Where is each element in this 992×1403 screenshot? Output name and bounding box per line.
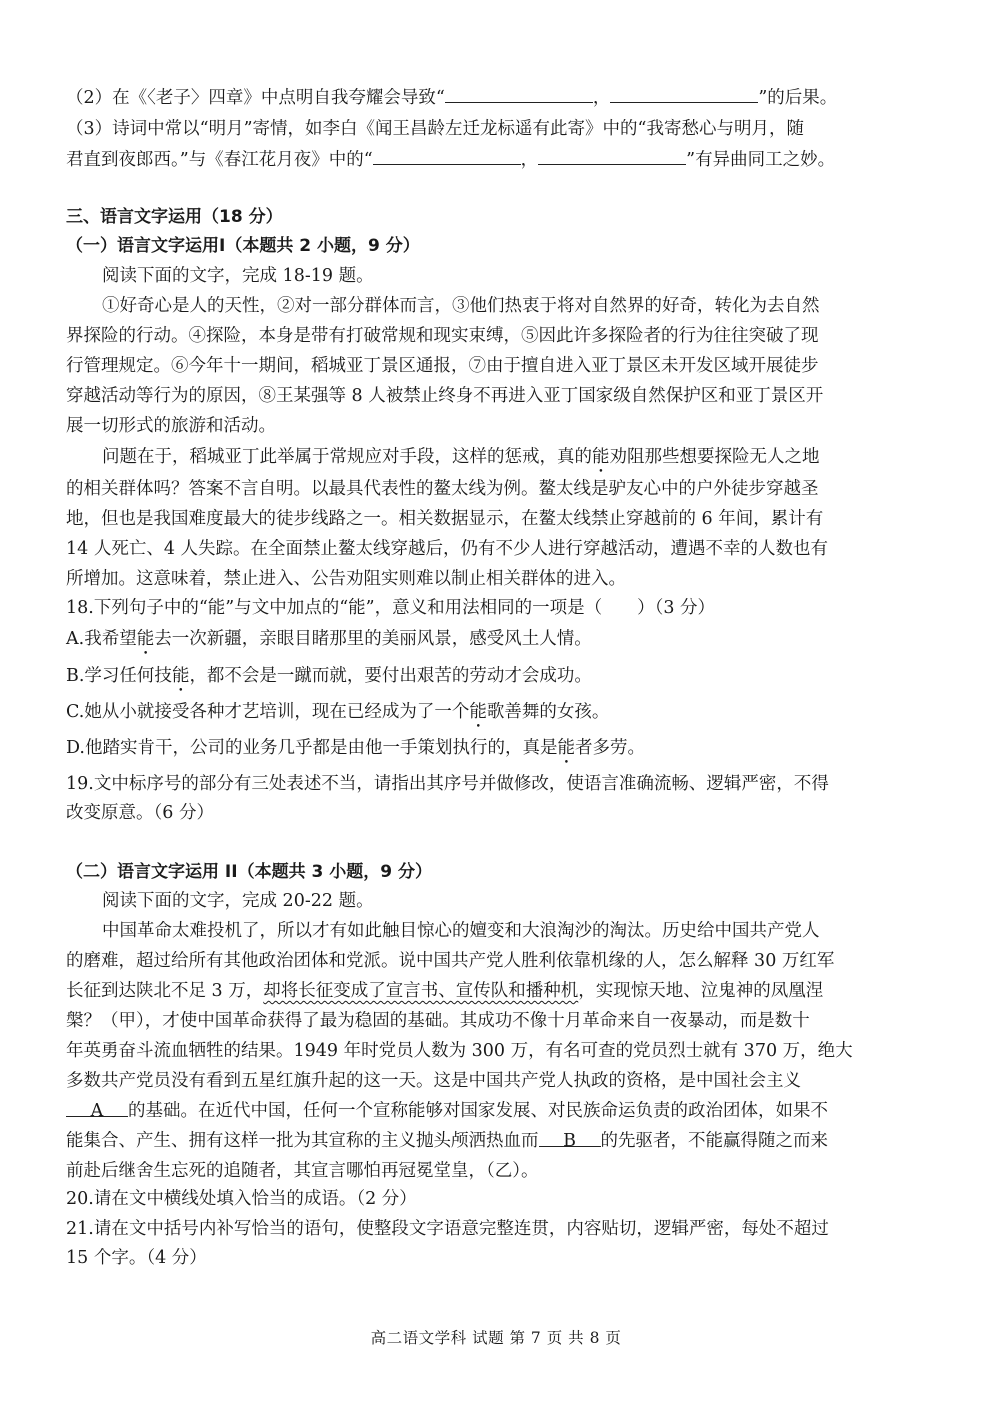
answer-blank[interactable] (538, 146, 686, 165)
passage-3-line: 槃？（甲），才使中国革命获得了最为稳固的基础。其成功不像十月革命来自一夜暴动，而是数十 (66, 1011, 810, 1031)
passage-text: 的先驱者，不能赢得随之而来 (600, 1131, 828, 1151)
passage-2-line: 地，但也是我国难度最大的徒步线路之一。相关数据显示，在鳌太线禁止穿越前的 6 年间，累计有 (66, 509, 824, 529)
part-1-title: （一）语言文字运用Ⅰ（本题共 2 小题，9 分） (66, 236, 420, 256)
q3-separator: ， (520, 150, 539, 170)
passage-3-line: 年英勇奋斗流血牺牲的结果。1949 年时党员人数为 300 万，有名可查的党员烈士就有 370 万，绝大 (66, 1041, 853, 1061)
option-text: ，都不会是一蹴而就，要付出艰苦的劳动才会成功。 (189, 666, 592, 686)
q18-option-b[interactable] (66, 663, 592, 691)
passage-text: 能集合、产生、拥有这样一批为其宣称的主义抛头颅洒热血而 (66, 1131, 539, 1151)
passage-3-line: 多数共产党员没有看到五星红旗升起的这一天。这是中国共产党人执政的资格，是中国社会主义 (66, 1071, 801, 1091)
answer-blank[interactable] (445, 84, 593, 103)
option-text: 歌善舞的女孩。 (486, 702, 610, 722)
part-2-intro: 阅读下面的文字，完成 20-22 题。 (102, 891, 374, 911)
passage-1-line: 展一切形式的旅游和活动。 (66, 416, 276, 436)
option-text: 去一次新疆，亲眼目睹那里的美丽风景，感受风土人情。 (154, 629, 592, 649)
question-2-line (66, 84, 837, 112)
dotted-character: 能 (592, 447, 610, 467)
question-21-line-2: 15 个字。（4 分） (66, 1248, 207, 1268)
passage-1-line: 界探险的行动。④探险，本身是带有打破常规和现实束缚，⑤因此许多探险者的行为往往突破了现 (66, 326, 819, 346)
passage-3-line (66, 1098, 828, 1126)
passage-2-line: 14 人死亡、4 人失踪。在全面禁止鳌太线穿越后，仍有不少人进行穿越活动，遭遇不幸的人数也有 (66, 539, 829, 559)
passage-text: ，实现惊天地、泣鬼神的凤凰涅 (578, 981, 824, 1001)
answer-blank[interactable] (610, 84, 758, 103)
passage-2-line: 所增加。这意味着，禁止进入、公告劝阻实则难以制止相关群体的进入。 (66, 569, 626, 589)
passage-text: 长征到达陕北不足 3 万， (66, 981, 264, 1001)
q3-prefix: 君直到夜郎西。”与《春江花月夜》中的“ (66, 150, 373, 170)
question-19-line-1: 19.文中标序号的部分有三处表述不当，请指出其序号并做修改，使语言准确流畅、逻辑严密，不得 (66, 774, 829, 794)
dotted-character: 能 (171, 666, 190, 686)
answer-blank[interactable] (373, 146, 521, 165)
question-3-line-2 (66, 146, 835, 174)
dotted-character: 能 (136, 629, 155, 649)
question-20: 20.请在文中横线处填入恰当的成语。（2 分） (66, 1189, 417, 1209)
option-text: D.他踏实肯干，公司的业务几乎都是由他一手策划执行的，真是 (66, 738, 558, 758)
q2-separator: ， (592, 88, 611, 108)
passage-text: 的基础。在近代中国，任何一个宣称能够对国家发展、对民族命运负责的政治团体，如果不 (128, 1101, 828, 1121)
question-3-line-1: （3）诗词中常以“明月”寄情，如李白《闻王昌龄左迁龙标遥有此寄》中的“我寄愁心与明月，随 (66, 119, 804, 139)
blank-a[interactable]: A (66, 1098, 128, 1117)
option-text: A.我希望 (66, 629, 137, 649)
passage-2-line (66, 444, 820, 472)
option-text: C.她从小就接受各种才艺培训，现在已经成为了一个 (66, 702, 470, 722)
q18-option-d[interactable] (66, 735, 645, 763)
passage-text: 问题在于，稻城亚丁此举属于常规应对手段，这样的惩戒，真的 (102, 447, 592, 467)
passage-2-line: 的相关群体吗？答案不言自明。以最具代表性的鳌太线为例。鳌太线是驴友心中的户外徒步穿越圣 (66, 479, 819, 499)
dotted-character: 能 (557, 738, 575, 758)
passage-1-line: ①好奇心是人的天性，②对一部分群体而言，③他们热衷于将对自然界的好奇，转化为去自然 (102, 296, 820, 316)
q18-option-a[interactable] (66, 626, 592, 654)
question-21-line-1: 21.请在文中括号内补写恰当的语句，使整段文字语意完整连贯，内容贴切，逻辑严密，每处不超过 (66, 1219, 829, 1239)
wavy-underlined-text: 却将长征变成了宣言书、宣传队和播种机 (263, 981, 579, 1001)
section-title: 三、语言文字运用（18 分） (66, 207, 283, 227)
q3-suffix: ”有异曲同工之妙。 (686, 150, 836, 170)
passage-text: 劝阻那些想要探险无人之地 (609, 447, 820, 467)
part-2-title: （二）语言文字运用 II（本题共 3 小题，9 分） (66, 862, 432, 882)
blank-b[interactable]: B (539, 1128, 601, 1147)
dotted-character: 能 (469, 702, 487, 722)
q2-prefix: （2）在《〈老子〉四章》中点明自我夸耀会导致“ (66, 88, 445, 108)
option-text: 者多劳。 (574, 738, 645, 758)
option-text: B.学习任何技 (66, 666, 172, 686)
passage-3-line: 中国革命太难投机了，所以才有如此触目惊心的嬗变和大浪淘沙的淘汰。历史给中国共产党人 (102, 921, 820, 941)
q18-option-c[interactable] (66, 699, 609, 727)
question-19-line-2: 改变原意。（6 分） (66, 803, 214, 823)
q2-suffix: ”的后果。 (758, 88, 838, 108)
passage-1-line: 穿越活动等行为的原因，⑧王某强等 8 人被禁止终身不再进入亚丁国家级自然保护区和亚丁景区开 (66, 386, 824, 406)
passage-1-line: 行管理规定。⑥今年十一期间，稻城亚丁景区通报，⑦由于擅自进入亚丁景区未开发区域开展徒步 (66, 356, 819, 376)
passage-3-line: 的磨难，超过给所有其他政治团体和党派。说中国共产党人胜利依靠机缘的人，怎么解释 30 万红军 (66, 951, 835, 971)
passage-3-line (66, 978, 823, 1006)
question-18: 18.下列句子中的“能”与文中加点的“能”，意义和用法相同的一项是（ ）（3 分） (66, 598, 716, 618)
passage-3-line: 前赴后继舍生忘死的追随者，其宣言哪怕再冠冕堂皇，（乙）。 (66, 1161, 539, 1181)
passage-3-line (66, 1128, 828, 1156)
page-footer: 高二语文学科 试题 第 7 页 共 8 页 (370, 1329, 622, 1347)
part-1-intro: 阅读下面的文字，完成 18-19 题。 (102, 266, 374, 286)
